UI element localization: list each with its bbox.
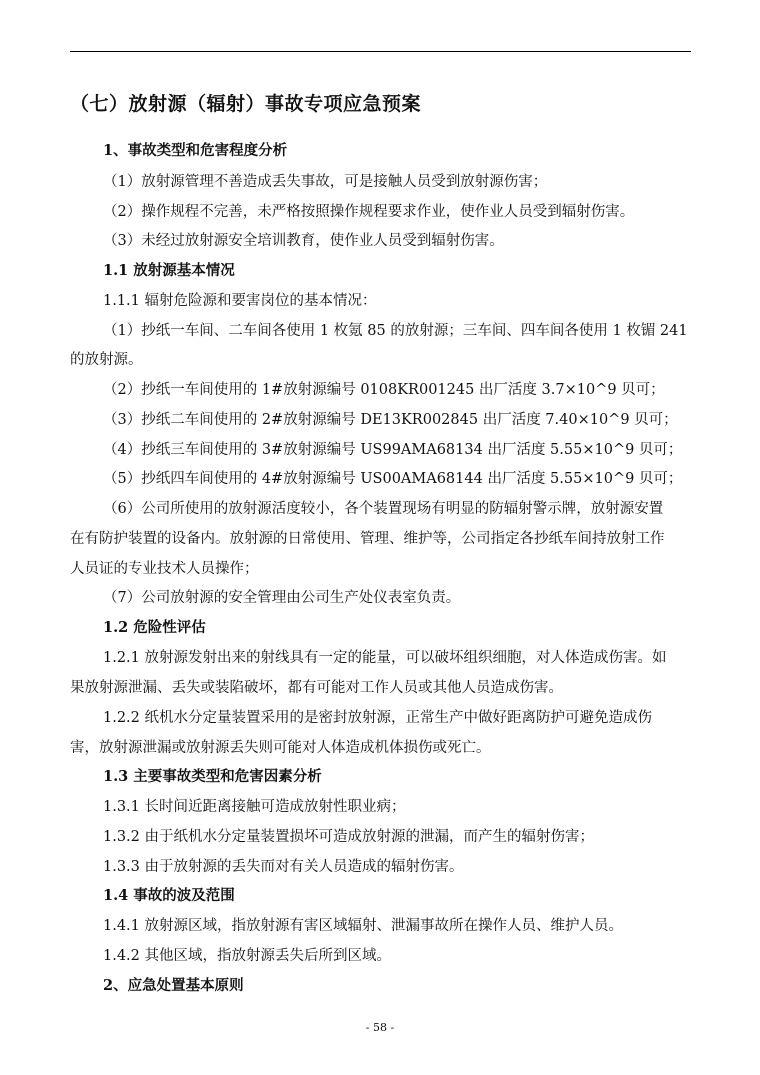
subheading-1-3: 1.3 主要事故类型和危害因素分析: [103, 768, 322, 785]
paragraph-line: （7）公司放射源的安全管理由公司生产处仪表室负责。: [103, 590, 461, 606]
paragraph-line: 1.4.2 其他区域，指放射源丢失后所到区域。: [103, 948, 392, 964]
paragraph-line: （4）抄纸三车间使用的 3#放射源编号 US99AMA68134 出厂活度 5.55×10^9 贝可；: [103, 442, 683, 458]
paragraph-line: 1.2.1 放射源发射出来的射线具有一定的能量，可以破坏组织细胞，对人体造成伤害。如: [103, 650, 667, 666]
subheading-1-2: 1.2 危险性评估: [103, 619, 206, 636]
paragraph-line: （2）抄纸一车间使用的 1#放射源编号 0108KR001245 出厂活度 3.7×10^9 贝可；: [103, 382, 665, 398]
page-number: - 58 -: [365, 1021, 395, 1034]
paragraph-line: （1）抄纸一车间、二车间各使用 1 枚氪 85 的放射源；三车间、四车间各使用 1 枚镅 241: [103, 323, 688, 339]
paragraph-line: 在有防护装置的设备内。放射源的日常使用、管理、维护等，公司指定各抄纸车间持放射工作: [70, 531, 665, 547]
heading-2: 2、应急处置基本原则: [103, 977, 244, 994]
paragraph-line: 1.1.1 辐射危险源和要害岗位的基本情况：: [103, 293, 377, 309]
heading-1: 1、事故类型和危害程度分析: [103, 142, 288, 159]
subheading-1-4: 1.4 事故的波及范围: [103, 887, 235, 904]
paragraph-line: 的放射源。: [70, 352, 143, 368]
paragraph-line: 1.4.1 放射源区域，指放射源有害区域辐射、泄漏事故所在操作人员、维护人员。: [103, 918, 624, 934]
header-rule: [70, 51, 691, 52]
paragraph-line: 害，放射源泄漏或放射源丢失则可能对人体造成机体损伤或死亡。: [70, 740, 491, 756]
section-title: （七）放射源（辐射）事故专项应急预案: [70, 93, 422, 115]
paragraph-line: 1.3.2 由于纸机水分定量装置损坏可造成放射源的泄漏，而产生的辐射伤害；: [103, 829, 595, 845]
subheading-1-1: 1.1 放射源基本情况: [103, 262, 235, 279]
paragraph-line: （3）未经过放射源安全培训教育，使作业人员受到辐射伤害。: [103, 233, 504, 249]
paragraph-line: （1）放射源管理不善造成丢失事故，可是接触人员受到放射源伤害；: [103, 174, 548, 190]
paragraph-line: 1.3.1 长时间近距离接触可造成放射性职业病；: [103, 799, 406, 815]
paragraph-line: （6）公司所使用的放射源活度较小，各个装置现场有明显的防辐射警示牌，放射源安置: [103, 501, 664, 517]
paragraph-line: 1.2.2 纸机水分定量装置采用的是密封放射源，正常生产中做好距离防护可避免造成伤: [103, 710, 653, 726]
paragraph-line: 人员证的专业技术人员操作；: [70, 561, 259, 577]
paragraph-line: （3）抄纸二车间使用的 2#放射源编号 DE13KR002845 出厂活度 7.40×10^9 贝可；: [103, 412, 678, 428]
paragraph-line: （2）操作规程不完善，未严格按照操作规程要求作业，使作业人员受到辐射伤害。: [103, 204, 635, 220]
paragraph-line: 果放射源泄漏、丢失或装陷破坏，都有可能对工作人员或其他人员造成伤害。: [70, 680, 563, 696]
paragraph-line: （5）抄纸四车间使用的 4#放射源编号 US00AMA68144 出厂活度 5.55×10^9 贝可；: [103, 471, 683, 487]
paragraph-line: 1.3.3 由于放射源的丢失而对有关人员造成的辐射伤害。: [103, 859, 464, 875]
